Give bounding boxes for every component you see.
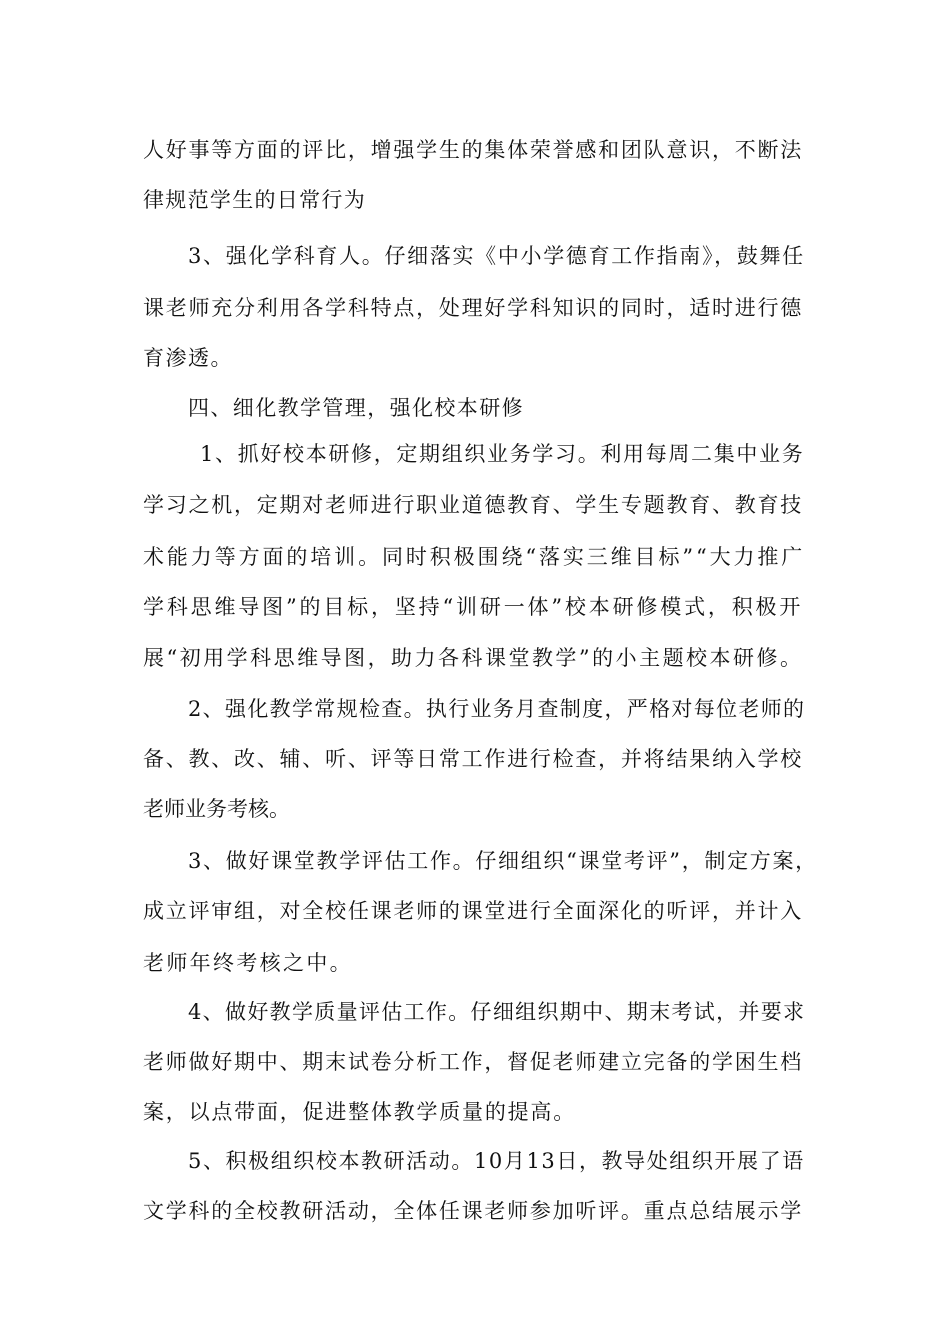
paragraph-line: 备、教、改、辅、听、评等日常工作进行检查，并将结果纳入学校 bbox=[143, 747, 803, 771]
paragraph-line: 3、做好课堂教学评估工作。仔细组织“课堂考评”，制定方案， bbox=[188, 849, 818, 873]
paragraph-line: 5、积极组织校本教研活动。10月13日，教导处组织开展了语 bbox=[188, 1149, 805, 1173]
paragraph-line: 育渗透。 bbox=[143, 346, 233, 370]
paragraph-line: 文学科的全校教研活动，全体任课老师参加听评。重点总结展示学 bbox=[143, 1199, 803, 1223]
paragraph-line: 术能力等方面的培训。同时积极围绕“落实三维目标”“大力推广 bbox=[143, 545, 806, 569]
section-heading: 四、细化教学管理，强化校本研修 bbox=[188, 396, 524, 420]
paragraph-line: 律规范学生的日常行为 bbox=[143, 188, 366, 212]
paragraph-line: 学习之机，定期对老师进行职业道德教育、学生专题教育、教育技 bbox=[143, 493, 803, 517]
paragraph-line: 老师年终考核之中。 bbox=[143, 951, 353, 975]
paragraph-line: 3、强化学科育人。仔细落实《中小学德育工作指南》，鼓舞任 bbox=[188, 244, 805, 268]
paragraph-line: 展“初用学科思维导图，助力各科课堂教学”的小主题校本研修。 bbox=[143, 646, 804, 670]
paragraph-line: 成立评审组，对全校任课老师的课堂进行全面深化的听评，并计入 bbox=[143, 899, 803, 923]
paragraph-line: 案，以点带面，促进整体教学质量的提高。 bbox=[143, 1100, 576, 1124]
paragraph-line: 课老师充分利用各学科特点，处理好学科知识的同时，适时进行德 bbox=[143, 296, 803, 320]
paragraph-line: 2、强化教学常规检查。执行业务月查制度，严格对每位老师的 bbox=[188, 697, 806, 721]
paragraph-line: 老师业务考核。 bbox=[143, 797, 290, 821]
paragraph-line: 4、做好教学质量评估工作。仔细组织期中、期末考试，并要求 bbox=[188, 1000, 806, 1024]
paragraph-line: 学科思维导图”的目标，坚持“训研一体”校本研修模式，积极开 bbox=[143, 595, 804, 619]
paragraph-line: 老师做好期中、期末试卷分析工作，督促老师建立完备的学困生档 bbox=[143, 1050, 803, 1074]
paragraph-line: 1、抓好校本研修，定期组织业务学习。利用每周二集中业务 bbox=[200, 442, 805, 466]
paragraph-line: 人好事等方面的评比，增强学生的集体荣誉感和团队意识，不断法 bbox=[143, 138, 803, 162]
